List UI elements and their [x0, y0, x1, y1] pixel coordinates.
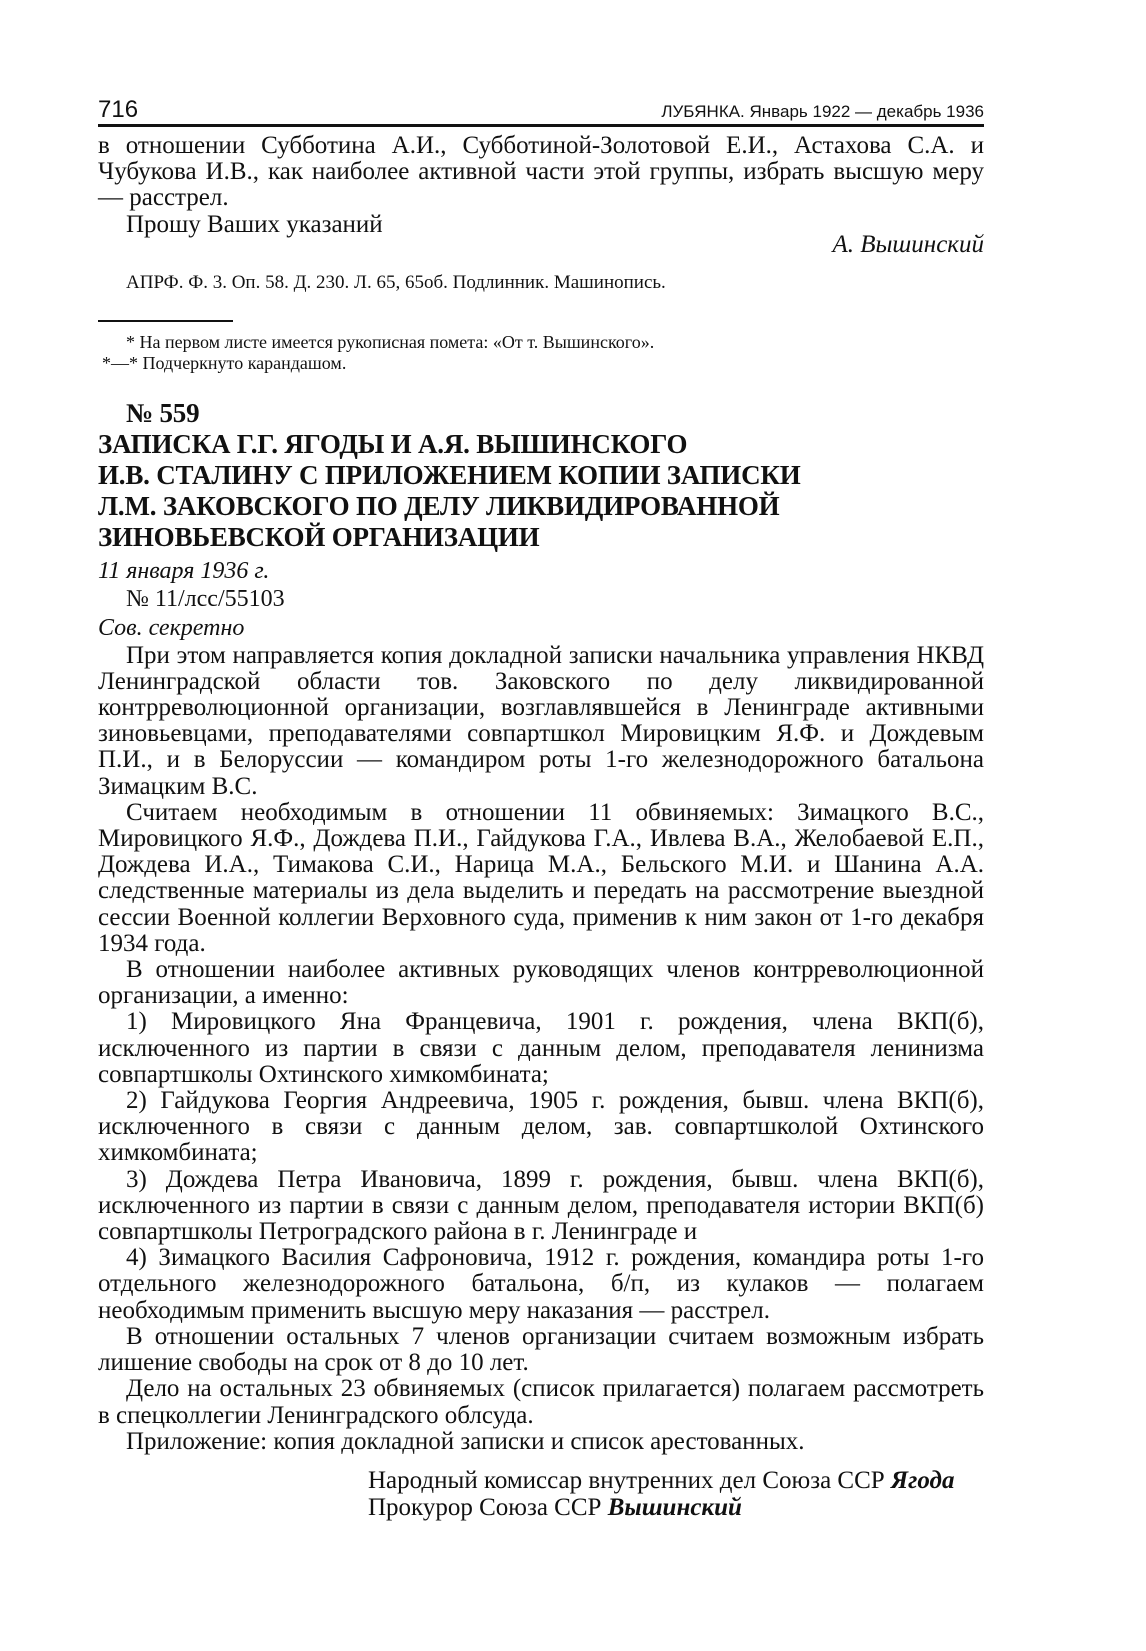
- paragraph: Дело на остальных 23 обвиняемых (список прилагается) полагаем рассмотреть в спецколлегии Ленинградского облсуда.: [98, 1375, 984, 1429]
- signatures-block: [98, 1467, 984, 1521]
- document-heading: [98, 398, 984, 553]
- previous-document-ending: [98, 133, 984, 264]
- continuation-text: в отношении Субботина А.И., Субботиной-Золотовой Е.И., Астахова С.А. и Чубукова И.В., как наиболее активной части этой группы, избрать высшую меру — расстрел.: [98, 132, 984, 212]
- list-item: 1) Мировицкого Яна Францевича, 1901 г. рождения, члена ВКП(б), исключенного из партии в связи с данным делом, преподавателя ленинизма совпартшколы Охтинского химкомбината;: [98, 1008, 984, 1088]
- book-title: ЛУБЯНКА. Январь 1922 — декабрь 1936: [661, 102, 984, 121]
- page-number: 716: [98, 96, 139, 123]
- book-page: [98, 90, 984, 1521]
- list-item: 4) Зимацкого Василия Сафроновича, 1912 г. рождения, командира роты 1-го отдельного железнодорожного батальона, б/п, из кулаков — полагаем необходимым применить высшую меру наказания — расстрел.: [98, 1244, 984, 1324]
- attachment-note: Приложение: копия докладной записки и список арестованных.: [126, 1427, 805, 1455]
- footnotes: [98, 332, 984, 374]
- signatory-name: Вышинский: [607, 1493, 742, 1521]
- footnote-divider: [98, 320, 233, 322]
- signature-line: [368, 1494, 984, 1521]
- document-title-line: ЗИНОВЬЕВСКОЙ ОРГАНИЗАЦИИ: [98, 521, 540, 552]
- list-item: 2) Гайдукова Георгия Андреевича, 1905 г. рождения, бывш. члена ВКП(б), исключенного в связи с данным делом, зав. совпартшколой Охтинского химкомбината;: [98, 1087, 984, 1167]
- paragraph: В отношении наиболее активных руководящих членов контрреволюционной организации, а именно:: [98, 956, 984, 1010]
- classification-label: Сов. секретно: [98, 614, 245, 641]
- document-title-line: ЗАПИСКА Г.Г. ЯГОДЫ И А.Я. ВЫШИНСКОГО: [98, 428, 688, 459]
- footnote-1: * На первом листе имеется рукописная помета: «От т. Вышинского».: [126, 331, 655, 352]
- document-number: № 559: [126, 397, 200, 428]
- signatory-position: Народный комиссар внутренних дел Союза ССР: [368, 1466, 885, 1494]
- document-date: 11 января 1936 г.: [98, 557, 270, 584]
- paragraph: Считаем необходимым в отношении 11 обвиняемых: Зимацкого В.С., Мировицкого Я.Ф., Дождева П.И., Гайдукова Г.А., Ивлева В.А., Желобаевой Е.П., Дождева И.А., Тимакова С.И., Нарица М.А., Бельского М.И. и Шанина А.А. следственные материалы из дела выделить и передать на рассмотрение выездной сессии Военной коллегии Верховного суда, применив к ним закон от 1-го декабря 1934 года.: [98, 798, 984, 957]
- list-item: 3) Дождева Петра Ивановича, 1899 г. рождения, бывш. члена ВКП(б), исключенного из партии в связи с данным делом, преподавателя истории ВКП(б) совпартшколы Петроградского района в г. Ленинграде и: [98, 1165, 984, 1246]
- signatory-name: Ягода: [890, 1466, 955, 1494]
- signature-line: [368, 1467, 984, 1494]
- footnote-2: *—* Подчеркнуто карандашом.: [102, 352, 347, 373]
- document-body: [98, 643, 984, 1455]
- archive-reference: АПРФ. Ф. 3. Оп. 58. Д. 230. Л. 65, 65об. Подлинник. Машинопись.: [126, 271, 666, 293]
- signatory-position: Прокурор Союза ССР: [368, 1493, 602, 1521]
- paragraph: При этом направляется копия докладной записки начальника управления НКВД Ленинградской области тов. Заковского по делу ликвидированной контрреволюционной организации, возглавлявшейся в Ленинграде активными зиновьевцами, преподавателями совпартшкол Мировицким Я.Ф. и Дождевым П.И., и в Белоруссии — командиром роты 1-го железнодорожного батальона Зимацким В.С.: [98, 641, 984, 800]
- signature-vyshinsky: А. Вышинский: [832, 230, 984, 258]
- request-line: Прошу Ваших указаний: [126, 210, 383, 238]
- registration-number: № 11/лсс/55103: [126, 585, 285, 612]
- document-title-line: Л.М. ЗАКОВСКОГО ПО ДЕЛУ ЛИКВИДИРОВАННОЙ: [98, 490, 780, 521]
- document-title-line: И.В. СТАЛИНУ С ПРИЛОЖЕНИЕМ КОПИИ ЗАПИСКИ: [98, 459, 801, 490]
- running-header: [98, 90, 984, 127]
- paragraph: В отношении остальных 7 членов организации считаем возможным избрать лишение свободы на срок от 8 до 10 лет.: [98, 1322, 984, 1377]
